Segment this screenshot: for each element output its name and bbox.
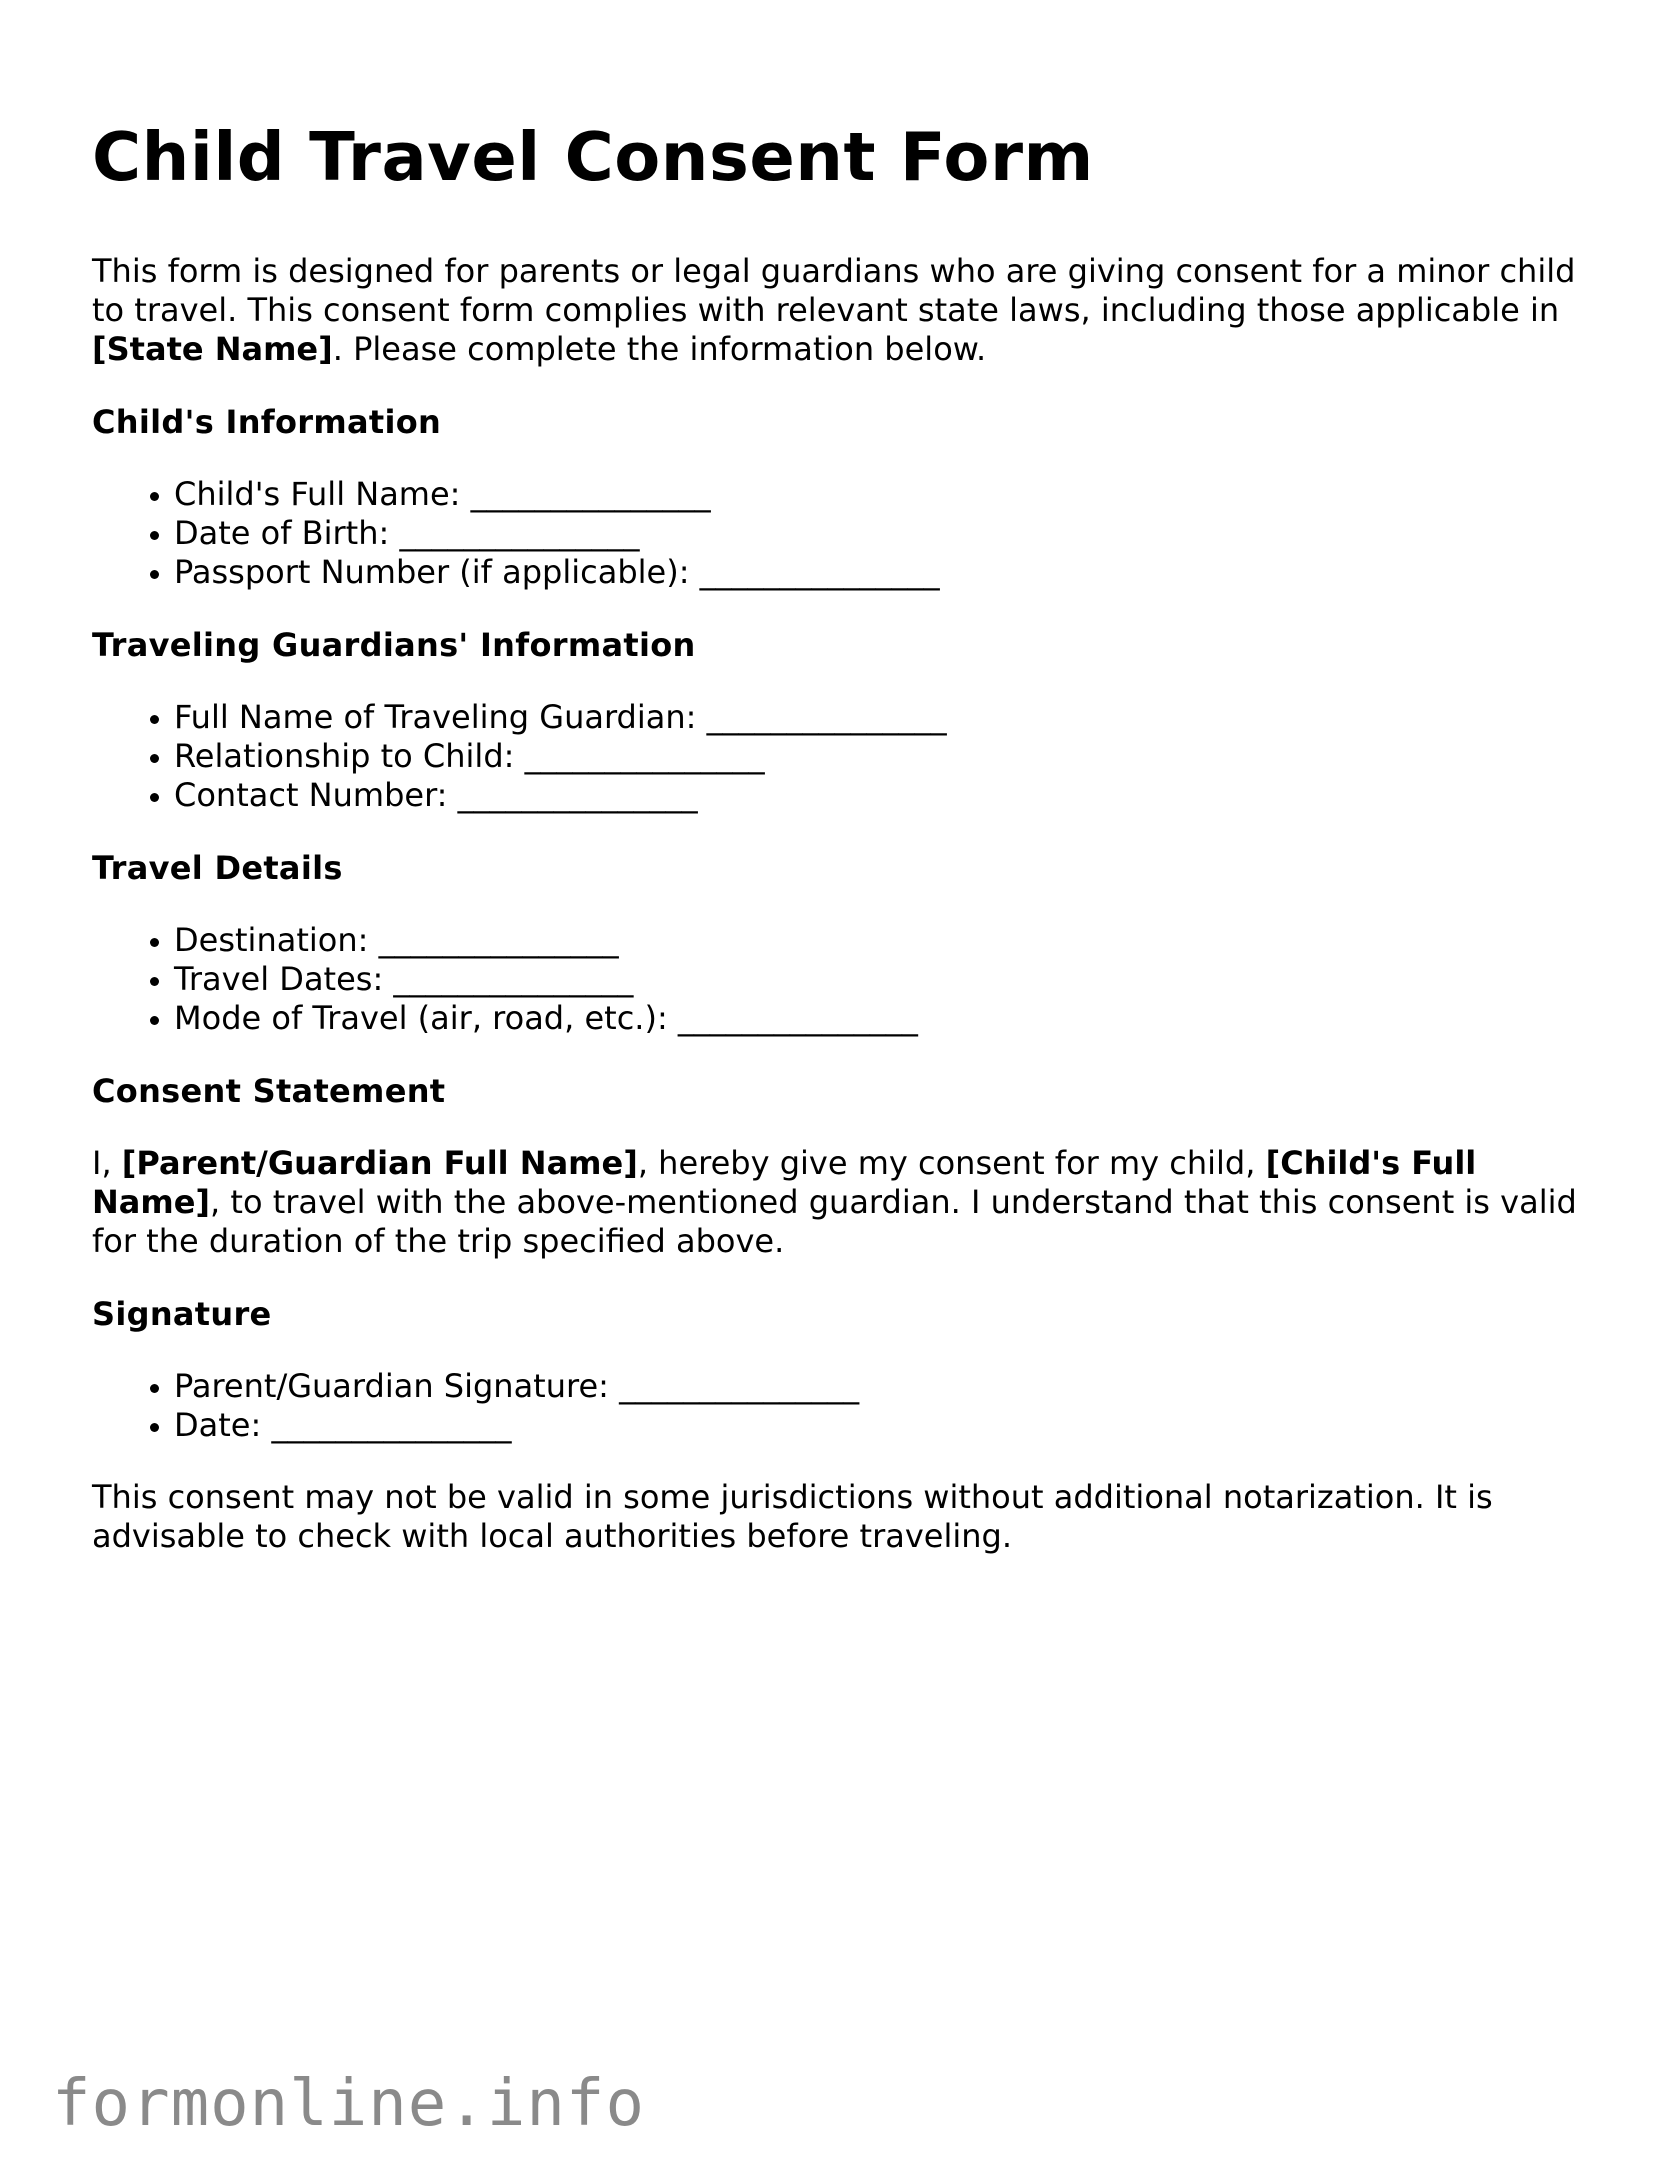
- page-title: Child Travel Consent Form: [92, 118, 1094, 196]
- travel-details-list: [92, 921, 1592, 1038]
- guardian-info-heading: Traveling Guardians' Information: [92, 626, 696, 664]
- consent-text-1: I,: [92, 1144, 122, 1182]
- parent-signature-field: • Parent/Guardian Signature: _______________: [174, 1367, 1592, 1406]
- child-info-heading: Child's Information: [92, 403, 442, 441]
- state-name-placeholder: [State Name]: [92, 330, 333, 368]
- watermark-text: formonline.info: [52, 2067, 645, 2141]
- document-page: [92, 0, 1592, 1556]
- signature-date-field: • Date: _______________: [174, 1406, 1592, 1445]
- consent-statement-heading: Consent Statement: [92, 1072, 446, 1110]
- signature-heading: Signature: [92, 1295, 272, 1333]
- relationship-field: • Relationship to Child: _______________: [174, 737, 1592, 776]
- contact-number-field: • Contact Number: _______________: [174, 776, 1592, 815]
- consent-text-3: , to travel with the above-mentioned guardian. I understand that this consent is valid for the duration of the trip specified above.: [92, 1183, 1577, 1260]
- consent-statement-paragraph: [92, 1144, 1592, 1261]
- passport-number-field: • Passport Number (if applicable): _______________: [174, 553, 1592, 592]
- child-full-name-field: • Child's Full Name: _______________: [174, 475, 1592, 514]
- intro-text-end: . Please complete the information below.: [332, 330, 987, 368]
- destination-field: • Destination: _______________: [174, 921, 1592, 960]
- parent-name-placeholder: [Parent/Guardian Full Name]: [121, 1144, 638, 1182]
- closing-disclaimer: This consent may not be valid in some jurisdictions without additional notarization. It is advisable to check with local authorities before traveling.: [92, 1478, 1493, 1555]
- child-name-placeholder: [Child's Full Name]: [92, 1144, 1477, 1221]
- consent-text-2: , hereby give my consent for my child,: [637, 1144, 1266, 1182]
- signature-list: [92, 1367, 1592, 1445]
- intro-paragraph: [92, 252, 1592, 369]
- date-of-birth-field: • Date of Birth: _______________: [174, 514, 1592, 553]
- guardian-info-list: [92, 698, 1592, 815]
- mode-of-travel-field: • Mode of Travel (air, road, etc.): _______________: [174, 999, 1592, 1038]
- child-info-list: [92, 475, 1592, 592]
- travel-dates-field: • Travel Dates: _______________: [174, 960, 1592, 999]
- intro-text-start: This form is designed for parents or legal guardians who are giving consent for a minor child to travel. This consent form complies with relevant state laws, including those applicable in: [92, 252, 1576, 329]
- travel-details-heading: Travel Details: [92, 849, 343, 887]
- guardian-full-name-field: • Full Name of Traveling Guardian: _______________: [174, 698, 1592, 737]
